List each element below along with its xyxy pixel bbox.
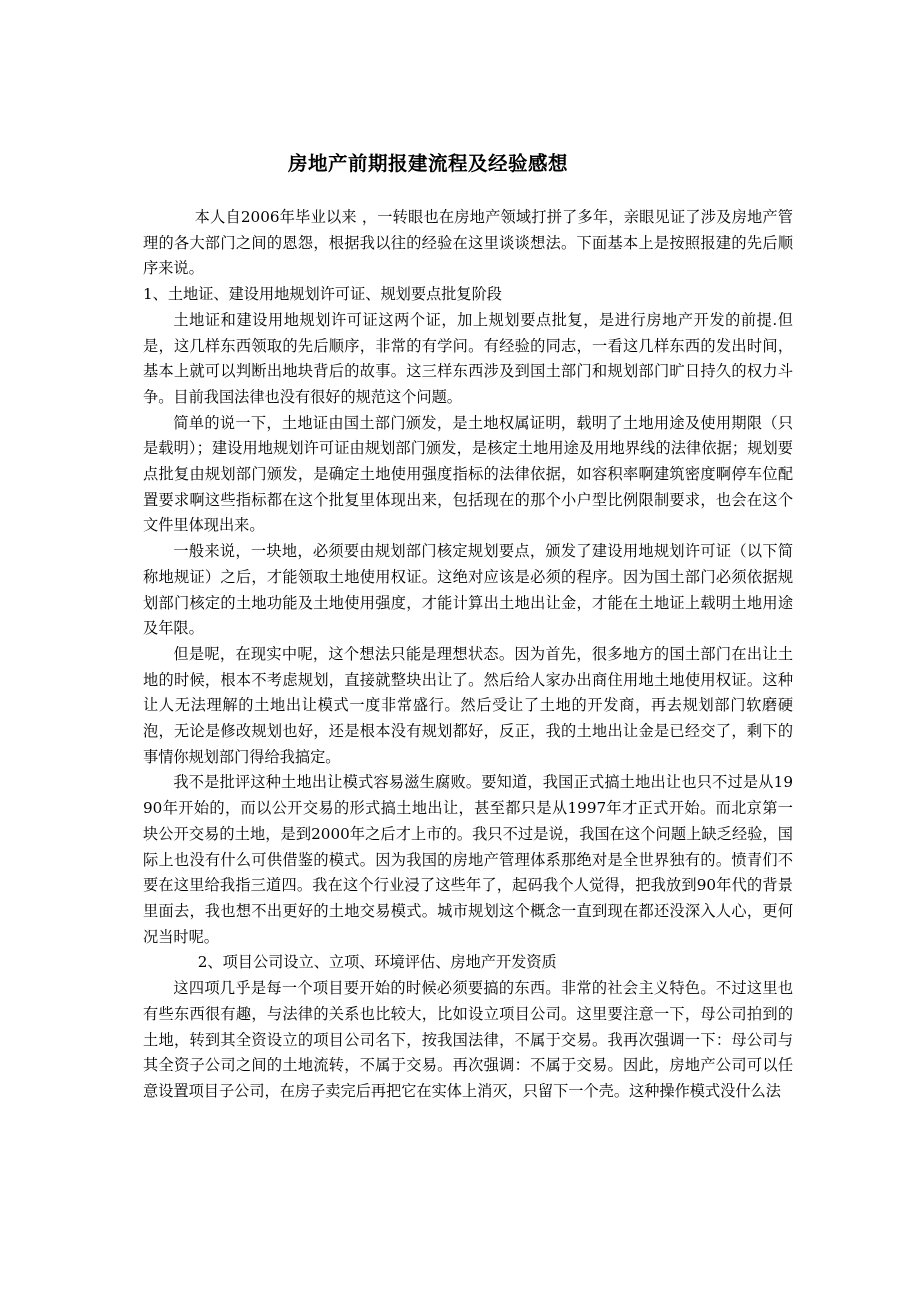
document-body xyxy=(143,205,793,1105)
intro-paragraph: 本人自2006年毕业以来 ，一转眼也在房地产领域打拼了多年，亲眼见证了涉及房地产管理的各大部门之间的恩怨，根据我以往的经验在这里谈谈想法。下面基本上是按照报建的先后顺序来说。 xyxy=(143,208,793,278)
document-title: 房地产前期报建流程及经验感想 xyxy=(287,152,568,175)
section-heading-1: 1、土地证、建设用地规划许可证、规划要点批复阶段 xyxy=(143,285,502,304)
body-paragraph: 但是呢，在现实中呢，这个想法只能是理想状态。因为首先，很多地方的国土部门在出让土地的时候，根本不考虑规划，直接就整块出让了。然后给人家办出商住用地土地使用权证。这种让人无法理解的土地出让模式一度非常盛行。然后受让了土地的开发商，再去规划部门软磨硬泡，无论是修改规划也好，还是根本没有规划都好，反正，我的土地出让金是已经交了，剩下的事情你规划部门得给我搞定。 xyxy=(143,644,793,766)
body-paragraph: 土地证和建设用地规划许可证这两个证，加上规划要点批复，是进行房地产开发的前提.但是，这几样东西领取的先后顺序，非常的有学问。有经验的同志，一看这几样东西的发出时间，基本上就可以判断出地块背后的故事。这三样东西涉及到国土部门和规划部门旷日持久的权力斗争。目前我国法律也没有很好的规范这个问题。 xyxy=(143,310,793,406)
section-heading-2: 2、项目公司设立、立项、环境评估、房地产开发资质 xyxy=(197,953,557,972)
body-paragraph: 我不是批评这种土地出让模式容易滋生腐败。要知道，我国正式搞土地出让也只不过是从1990年开始的，而以公开交易的形式搞土地出让，甚至都只是从1997年才正式开始。而北京第一块公开交易的土地，是到2000年之后才上市的。我只不过是说，我国在这个问题上缺乏经验，国际上也没有什么可供借鉴的模式。因为我国的房地产管理体系那绝对是全世界独有的。愤青们不要在这里给我指三道四。我在这个行业浸了这些年了，起码我个人觉得，把我放到90年代的背景里面去，我也想不出更好的土地交易模式。城市规划这个概念一直到现在都还没深入人心，更何况当时呢。 xyxy=(143,773,793,946)
body-paragraph: 一般来说，一块地，必须要由规划部门核定规划要点，颁发了建设用地规划许可证（以下简称地规证）之后，才能领取土地使用权证。这绝对应该是必须的程序。因为国土部门必须依据规划部门核定的土地功能及土地使用强度，才能计算出土地出让金，才能在土地证上载明土地用途及年限。 xyxy=(143,542,793,638)
body-paragraph: 这四项几乎是每一个项目要开始的时候必须要搞的东西。非常的社会主义特色。不过这里也有些东西很有趣，与法律的关系也比较大，比如设立项目公司。这里要注意一下，母公司拍到的土地，转到其全资设立的项目公司名下，按我国法律，不属于交易。我再次强调一下：母公司与其全资子公司之间的土地流转，不属于交易。再次强调：不属于交易。因此，房地产公司可以任意设置项目子公司，在房子卖完后再把它在实体上消灭，只留下一个壳。这种操作模式没什么法 xyxy=(143,979,793,1100)
body-paragraph: 简单的说一下，土地证由国土部门颁发，是土地权属证明，载明了土地用途及使用期限（只是载明）；建设用地规划许可证由规划部门颁发，是核定土地用途及用地界线的法律依据；规划要点批复由规划部门颁发，是确定土地使用强度指标的法律依据，如容积率啊建筑密度啊停车位配置要求啊这些指标都在这个批复里体现出来，包括现在的那个小户型比例限制要求，也会在这个文件里体现出来。 xyxy=(143,413,793,535)
